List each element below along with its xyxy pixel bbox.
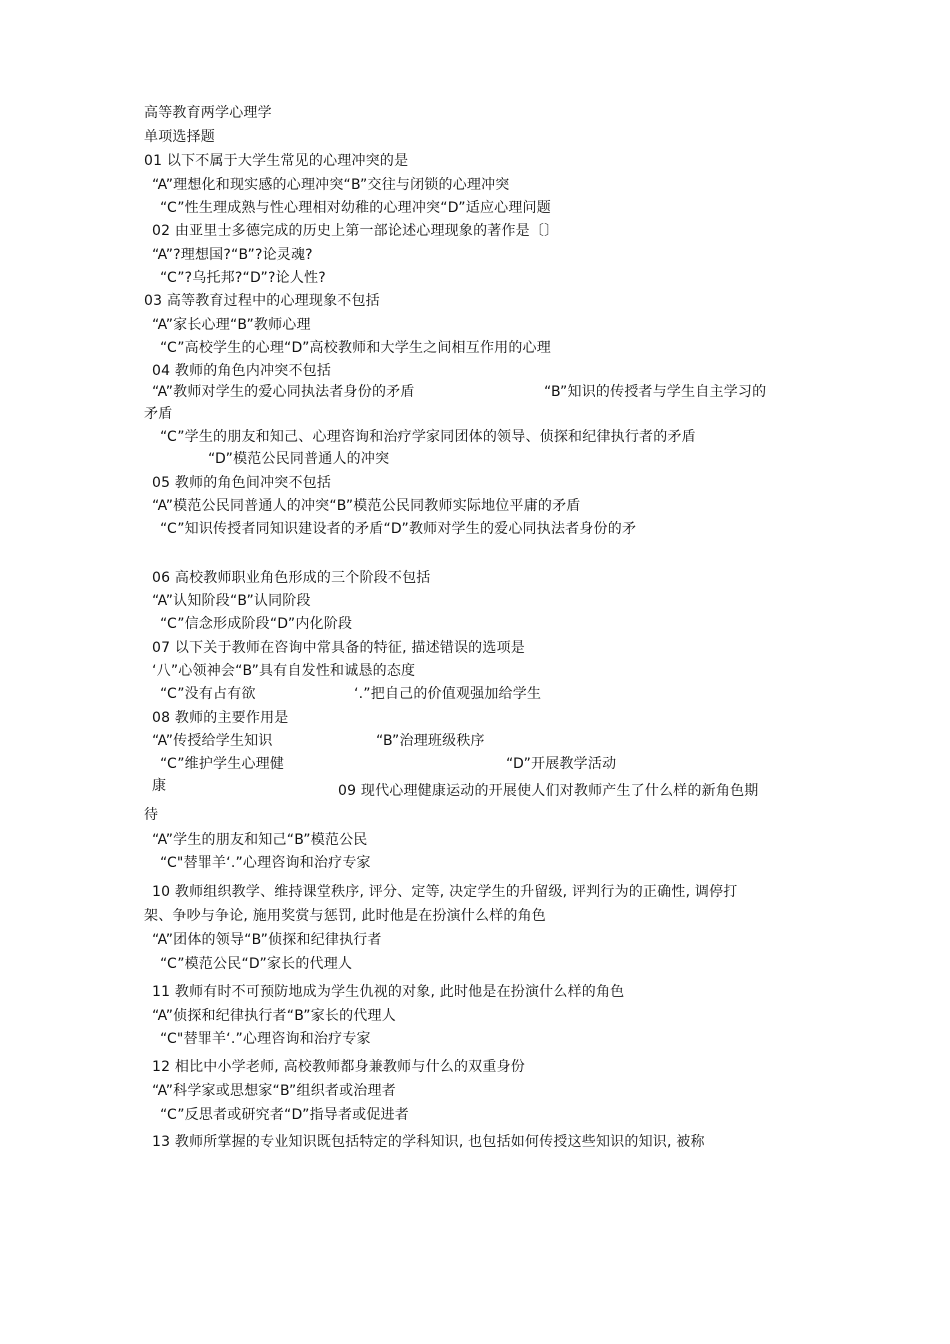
question-04-option-c: “C”学生的朋友和知己、心理咨询和治疗学家同团体的领导、侦探和纪律执行者的矛盾 <box>160 429 696 445</box>
question-09-stem-wrap: 待 <box>144 807 159 823</box>
question-13-stem: 13 教师所掌握的专业知识既包括特定的学科知识, 也包括如何传授这些知识的知识, 被称 <box>152 1134 705 1150</box>
question-01-options-ab: “A”理想化和现实感的心理冲突“B”交往与闭锁的心理冲突 <box>152 177 510 193</box>
question-07-options-ab: ‘八”心领神会“B”具有自发性和诚恳的态度 <box>152 663 416 679</box>
question-04-option-a: “A”教师对学生的爱心同执法者身份的矛盾 <box>152 384 415 400</box>
question-11-options-ab: “A”侦探和纪律执行者“B”家长的代理人 <box>152 1008 396 1024</box>
question-05-stem: 05 教师的角色间冲突不包括 <box>152 475 332 491</box>
question-11-stem: 11 教师有时不可预防地成为学生仇视的对象, 此时他是在扮演什么样的角色 <box>152 984 625 1000</box>
question-04-option-b: “B”知识的传授者与学生自主学习的 <box>544 384 767 400</box>
question-08-stem: 08 教师的主要作用是 <box>152 710 289 726</box>
question-07-option-c: “C”没有占有欲 <box>160 686 256 702</box>
question-09-options-ab: “A”学生的朋友和知己“B”模范公民 <box>152 832 368 848</box>
question-04-stem: 04 教师的角色内冲突不包括 <box>152 363 332 379</box>
question-11-options-cd: “C"替罪羊‘.”心理咨询和治疗专家 <box>160 1031 371 1047</box>
question-10-stem-wrap: 架、争吵与争论, 施用奖赏与惩罚, 此时他是在扮演什么样的角色 <box>144 908 546 924</box>
question-02-stem: 02 由亚里士多德完成的历史上第一部论述心理现象的著作是〔〕 <box>152 223 559 239</box>
question-07-stem: 07 以下关于教师在咨询中常具备的特征, 描述错误的选项是 <box>152 640 525 656</box>
question-12-stem: 12 相比中小学老师, 高校教师都身兼教师与什么的双重身份 <box>152 1059 525 1075</box>
question-09-stem: 09 现代心理健康运动的开展使人们对教师产生了什么样的新角色期 <box>338 783 759 799</box>
question-02-options-ab: “A”?理想国?“B”?论灵魂? <box>152 247 313 263</box>
question-07-option-d: ‘.”把自己的价值观强加给学生 <box>354 686 542 702</box>
question-01-stem: 01 以下不属于大学生常见的心理冲突的是 <box>144 153 409 169</box>
question-08-option-b: “B”治理班级秩序 <box>376 733 485 749</box>
question-03-options-ab: “A”家长心理“B”教师心理 <box>152 317 311 333</box>
question-05-options-ab: “A”模范公民同普通人的冲突“B”模范公民同教师实际地位平庸的矛盾 <box>152 498 581 514</box>
question-01-options-cd: “C”性生理成熟与性心理相对幼稚的心理冲突“D”适应心理问题 <box>160 200 551 216</box>
question-12-options-ab: “A”科学家或思想家“B”组织者或治理者 <box>152 1083 396 1099</box>
question-06-stem: 06 高校教师职业角色形成的三个阶段不包括 <box>152 570 431 586</box>
question-10-options-ab: “A”团体的领导“B”侦探和纪律执行者 <box>152 932 382 948</box>
question-04-option-d: “D”模范公民同普通人的冲突 <box>208 451 390 467</box>
question-08-option-c: “C”维护学生心理健 <box>160 756 285 772</box>
question-02-options-cd: “C”?乌托邦?“D”?论人性? <box>160 270 326 286</box>
document-title: 高等教育两学心理学 <box>144 105 272 121</box>
question-10-options-cd: “C”模范公民“D”家长的代理人 <box>160 956 353 972</box>
question-09-options-cd: “C"替罪羊‘.”心理咨询和治疗专家 <box>160 855 371 871</box>
question-08-option-d: “D”开展教学活动 <box>506 756 617 772</box>
question-08-option-c-cut: 康 <box>152 778 166 794</box>
question-12-options-cd: “C”反思者或研究者“D”指导者或促进者 <box>160 1107 409 1123</box>
question-04-option-b-wrap: 矛盾 <box>144 406 173 422</box>
question-06-options-cd: “C”信念形成阶段“D”内化阶段 <box>160 616 353 632</box>
question-03-options-cd: “C”高校学生的心理“D”高校教师和大学生之间相互作用的心理 <box>160 340 551 356</box>
question-10-stem: 10 教师组织教学、维持课堂秩序, 评分、定等, 决定学生的升留级, 评判行为的正确性, 调停打 <box>152 884 738 900</box>
question-06-options-ab: “A”认知阶段“B”认同阶段 <box>152 593 311 609</box>
question-08-option-a: “A”传授给学生知识 <box>152 733 273 749</box>
question-05-options-cd: “C”知识传授者同知识建设者的矛盾“D”教师对学生的爱心同执法者身份的矛 <box>160 521 637 537</box>
question-03-stem: 03 高等教育过程中的心理现象不包括 <box>144 293 380 309</box>
section-heading: 单项选择题 <box>144 129 215 145</box>
